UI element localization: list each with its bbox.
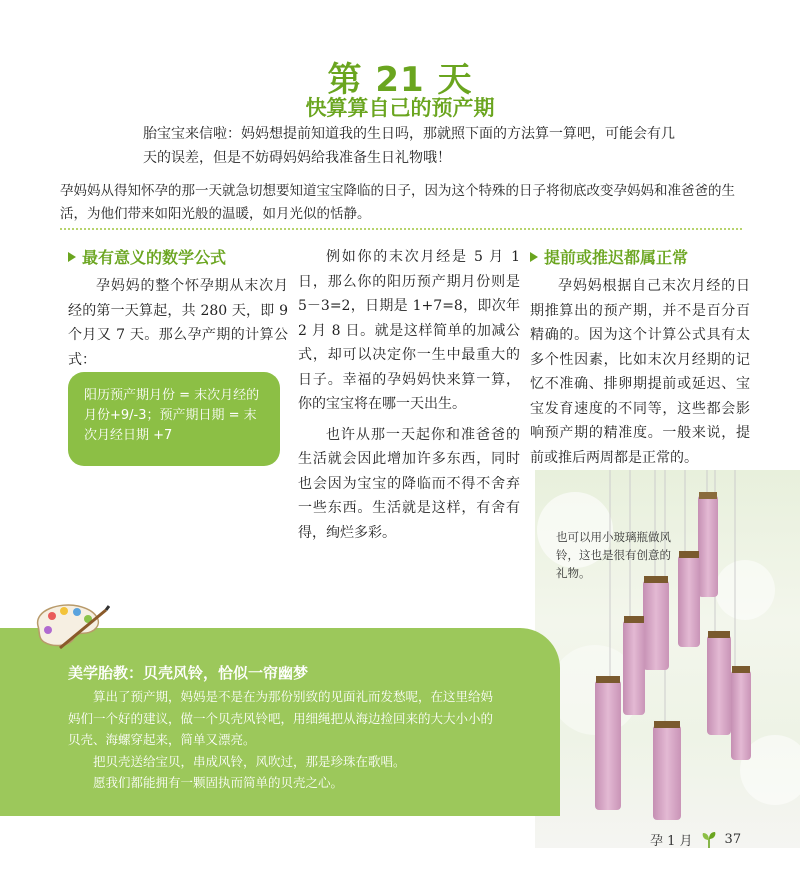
footer-month: 孕 1 月	[650, 834, 693, 849]
aesthetic-paragraph: 愿我们都能拥有一颗固执而简单的贝壳之心。	[93, 775, 344, 790]
wind-chime-photo	[535, 470, 800, 848]
section-paragraph: 孕妈妈根据自己末次月经的日期推算出的预产期，并不是百分百精确的。因为这个计算公式具有太多个性因素，比如末次月经期的记忆不准确、排卵期提前或延迟、宝宝发育速度的不同等，这些都会影响预产期的精准度。一般来说，提前或推后两周都是正常的。	[530, 278, 750, 466]
bottle-chime-illustration	[535, 470, 800, 848]
aesthetic-paragraph: 把贝壳送给宝贝，串成风铃，风吹过，那是珍珠在歌唱。	[93, 753, 406, 769]
section-early-late	[530, 245, 750, 470]
page-footer	[650, 830, 741, 849]
section-heading-text: 提前或推迟都属正常	[544, 248, 689, 267]
section-heading	[68, 245, 288, 268]
life-paragraph: 也许从那一天起你和准爸爸的生活就会因此增加许多东西，同时也会因为宝宝的降临而不得不舍弃一些东西。生活就是这样，有舍有得，绚烂多彩。	[298, 426, 520, 541]
aesthetic-body	[68, 686, 498, 794]
bullet-arrow-icon	[530, 252, 538, 262]
page-number: 37	[724, 832, 742, 847]
sprout-icon	[701, 831, 717, 849]
section-math-formula	[68, 245, 288, 372]
formula-box: 阳历预产期月份 = 末次月经的月份+9/-3；预产期日期 = 末次月经日期 +7	[68, 372, 280, 466]
photo-caption: 也可以用小玻璃瓶做风铃，这也是很有创意的礼物。	[556, 530, 671, 580]
section-paragraph: 孕妈妈的整个怀孕期从末次月经的第一天算起，共 280 天，即 9 个月又 7 天。那么孕产期的计算公式：	[68, 278, 288, 368]
palette-icon	[30, 600, 110, 656]
bullet-arrow-icon	[68, 252, 76, 262]
section-heading-text: 最有意义的数学公式	[82, 248, 227, 267]
intro-paragraph: 孕妈妈从得知怀孕的那一天就急切想要知道宝宝降临的日子，因为这个特殊的日子将彻底改变孕妈妈和准爸爸的生活，为他们带来如阳光般的温暖，如月光似的恬静。	[60, 183, 735, 222]
example-paragraph: 例如你的末次月经是 5 月 1 日，那么你的阳历预产期月份则是 5－3=2，日期是 1+7=8，即次年 2 月 8 日。就是这样简单的加减公式，却可以决定你一生中最重大的日子。幸福的孕妈妈快来算一算，你的宝宝将在哪一天出生。	[298, 249, 520, 412]
aesthetic-heading: 美学胎教：贝壳风铃，恰似一帘幽梦	[68, 664, 309, 682]
page-subtitle: 快算算自己的预产期	[305, 96, 495, 120]
day-title: 第 21 天	[327, 60, 473, 100]
dotted-divider	[60, 228, 742, 230]
column-example	[298, 245, 520, 545]
aesthetic-paragraph: 算出了预产期，妈妈是不是在为那份别致的见面礼而发愁呢，在这里给妈妈们一个好的建议，做一个贝壳风铃吧，用细绳把从海边捡回来的大大小小的贝壳、海螺穿起来，简单又漂亮。	[68, 689, 494, 747]
section-heading	[530, 245, 750, 268]
baby-message: 胎宝宝来信啦：妈妈想提前知道我的生日吗，那就照下面的方法算一算吧，可能会有几天的误差，但是不妨碍妈妈给我准备生日礼物哦！	[143, 126, 675, 166]
